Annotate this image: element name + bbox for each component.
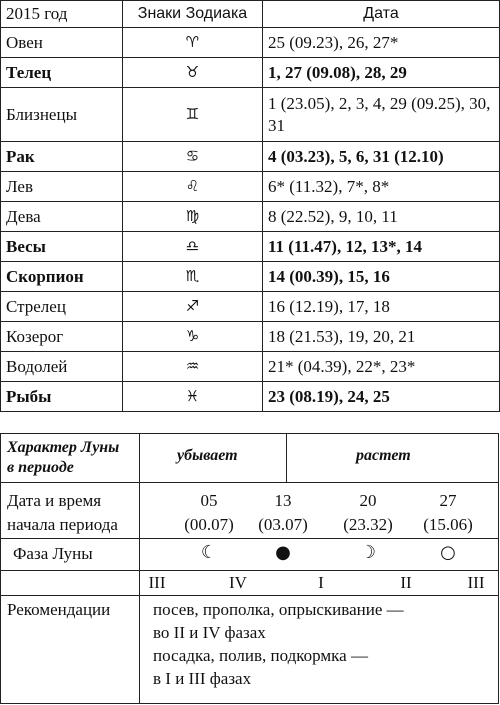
sign-name: Рак bbox=[1, 142, 123, 172]
recommendation-line: посев, прополка, опрыскивание — bbox=[153, 600, 404, 619]
zodiac-row bbox=[1, 232, 500, 262]
zodiac-row bbox=[1, 352, 500, 382]
moon-character-line1: Характер Луны bbox=[7, 439, 120, 456]
zodiac-row bbox=[1, 202, 500, 232]
sign-dates: 16 (12.19), 17, 18 bbox=[263, 292, 500, 322]
recommendations-label: Рекомендации bbox=[7, 600, 111, 619]
sign-name: Дева bbox=[1, 202, 123, 232]
sign-dates: 6* (11.32), 7*, 8* bbox=[263, 172, 500, 202]
moon-phase-icon: ☽ bbox=[359, 542, 377, 563]
waxing-label: растет bbox=[356, 447, 411, 464]
moon-phase-table bbox=[0, 433, 499, 704]
date-label-line1: Дата и время bbox=[7, 491, 102, 510]
period-day: 13 bbox=[274, 491, 292, 510]
period-start bbox=[248, 489, 318, 537]
sign-name: Весы bbox=[1, 232, 123, 262]
sign-dates: 14 (00.39), 15, 16 bbox=[263, 262, 500, 292]
sign-name: Водолей bbox=[1, 352, 123, 382]
zodiac-symbol-icon: ♊ bbox=[123, 88, 263, 142]
phase-number: III bbox=[467, 573, 485, 592]
sign-dates: 1, 27 (09.08), 28, 29 bbox=[263, 58, 500, 88]
period-day: 27 bbox=[439, 491, 457, 510]
header-year: 2015 год bbox=[1, 1, 123, 28]
sign-dates: 25 (09.23), 26, 27* bbox=[263, 28, 500, 58]
moon-phase-icon: ○ bbox=[440, 542, 456, 563]
date-label bbox=[7, 489, 118, 537]
zodiac-row bbox=[1, 58, 500, 88]
waning-label: убывает bbox=[177, 447, 238, 464]
zodiac-symbol-icon: ♉ bbox=[123, 58, 263, 88]
moon-phase-icon: ● bbox=[275, 542, 291, 563]
moon-character-line2: в периоде bbox=[7, 459, 74, 476]
zodiac-symbol-icon: ♍ bbox=[123, 202, 263, 232]
period-start bbox=[174, 489, 244, 537]
zodiac-symbol-icon: ♏ bbox=[123, 262, 263, 292]
zodiac-row bbox=[1, 382, 500, 412]
zodiac-symbol-icon: ♑ bbox=[123, 322, 263, 352]
sign-name: Рыбы bbox=[1, 382, 123, 412]
sign-name: Лев bbox=[1, 172, 123, 202]
sign-name: Овен bbox=[1, 28, 123, 58]
zodiac-symbol-icon: ♐ bbox=[123, 292, 263, 322]
sign-name: Скорпион bbox=[1, 262, 123, 292]
zodiac-symbol-icon: ♋ bbox=[123, 142, 263, 172]
sign-dates: 23 (08.19), 24, 25 bbox=[263, 382, 500, 412]
zodiac-symbol-icon: ♈ bbox=[123, 28, 263, 58]
recommendation-line: посадка, полив, подкормка — bbox=[153, 646, 368, 665]
zodiac-symbol-icon: ♒ bbox=[123, 352, 263, 382]
zodiac-symbol-icon: ♓ bbox=[123, 382, 263, 412]
zodiac-symbol-icon: ♎ bbox=[123, 232, 263, 262]
sign-name: Телец bbox=[1, 58, 123, 88]
zodiac-row bbox=[1, 262, 500, 292]
sign-dates: 1 (23.05), 2, 3, 4, 29 (09.25), 30, 31 bbox=[263, 88, 500, 142]
zodiac-row bbox=[1, 322, 500, 352]
sign-dates: 21* (04.39), 22*, 23* bbox=[263, 352, 500, 382]
zodiac-row bbox=[1, 172, 500, 202]
sign-name: Козерог bbox=[1, 322, 123, 352]
sign-dates: 8 (22.52), 9, 10, 11 bbox=[263, 202, 500, 232]
recommendation-line: во II и IV фазах bbox=[153, 623, 266, 642]
period-day: 05 bbox=[200, 491, 218, 510]
sign-dates: 4 (03.23), 5, 6, 31 (12.10) bbox=[263, 142, 500, 172]
sign-name: Стрелец bbox=[1, 292, 123, 322]
recommendations-text bbox=[153, 598, 404, 690]
period-time: (00.07) bbox=[184, 515, 234, 534]
phase-label: Фаза Луны bbox=[13, 544, 93, 563]
moon-character-label bbox=[7, 438, 119, 478]
zodiac-row bbox=[1, 142, 500, 172]
period-time: (03.07) bbox=[258, 515, 308, 534]
zodiac-table-header bbox=[1, 1, 500, 28]
phase-number: I bbox=[318, 573, 324, 592]
sign-name: Близнецы bbox=[1, 88, 123, 142]
sign-dates: 18 (21.53), 19, 20, 21 bbox=[263, 322, 500, 352]
date-label-line2: начала периода bbox=[7, 515, 118, 534]
zodiac-symbol-icon: ♌ bbox=[123, 172, 263, 202]
phase-number: IV bbox=[229, 573, 247, 592]
moon-phase-icon: ☾ bbox=[200, 542, 218, 563]
header-date: Дата bbox=[263, 1, 500, 28]
period-day: 20 bbox=[359, 491, 377, 510]
phase-number: II bbox=[400, 573, 412, 592]
period-time: (23.32) bbox=[343, 515, 393, 534]
header-signs: Знаки Зодиака bbox=[123, 1, 263, 28]
phase-number: III bbox=[148, 573, 166, 592]
sign-dates: 11 (11.47), 12, 13*, 14 bbox=[263, 232, 500, 262]
zodiac-row bbox=[1, 292, 500, 322]
period-start bbox=[413, 489, 483, 537]
period-time: (15.06) bbox=[423, 515, 473, 534]
recommendation-line: в I и III фазах bbox=[153, 669, 252, 688]
zodiac-row bbox=[1, 88, 500, 142]
period-start bbox=[333, 489, 403, 537]
zodiac-row bbox=[1, 28, 500, 58]
